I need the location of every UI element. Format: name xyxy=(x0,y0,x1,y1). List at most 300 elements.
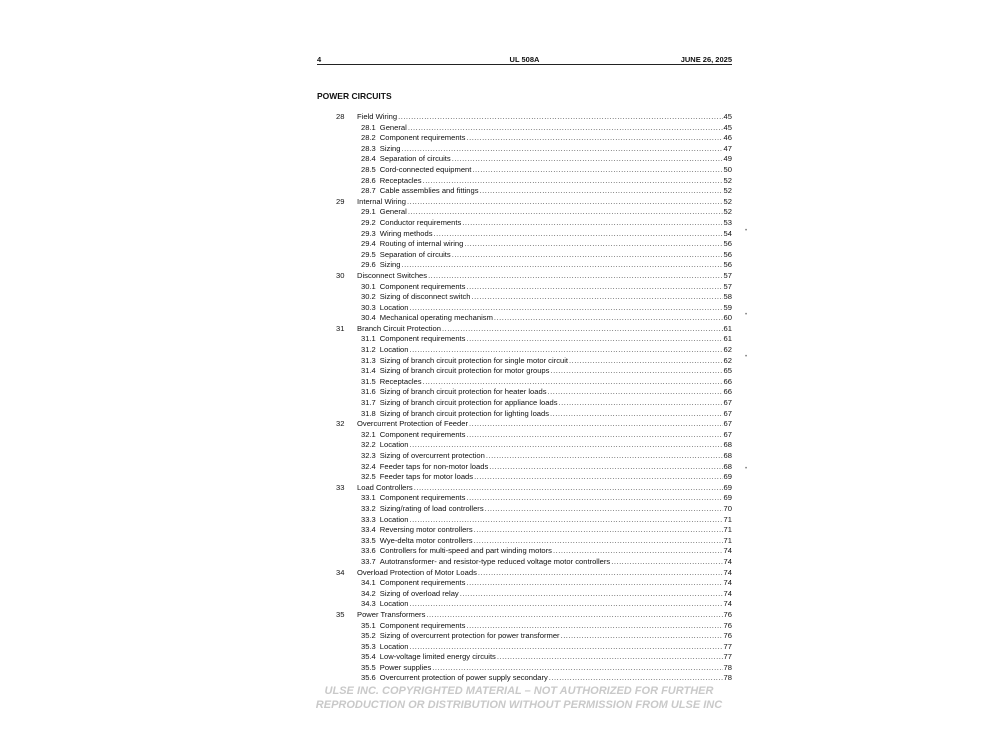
subsection-title: Wye-delta motor controllers xyxy=(379,535,473,545)
toc-subsection-row xyxy=(317,631,732,642)
subsection-title: Sizing of overcurrent protection for power transformer xyxy=(379,631,560,641)
subsection-title: Cord-connected equipment xyxy=(379,164,472,174)
chapter-title: Overcurrent Protection of Feeder xyxy=(357,419,469,429)
subsection-title: Feeder taps for motor loads xyxy=(379,472,474,482)
subsection-number: 31.3 xyxy=(361,355,376,365)
toc-subsection-row xyxy=(317,472,732,483)
page-ref: 76 xyxy=(723,631,732,641)
dot-leader xyxy=(548,387,723,398)
page-ref: 66 xyxy=(723,387,732,397)
page-ref: 74 xyxy=(723,567,732,577)
subsection-title: Component requirements xyxy=(379,620,466,630)
standard-name: UL 508A xyxy=(509,55,540,64)
subsection-number: 28.1 xyxy=(361,122,376,132)
subsection-label xyxy=(361,557,610,568)
margin-mark: • xyxy=(745,228,748,234)
toc-entry xyxy=(361,599,732,610)
subsection-number: 34.3 xyxy=(361,599,376,609)
toc-entry xyxy=(361,472,732,483)
page-ref: 49 xyxy=(723,154,732,164)
subsection-number: 30.4 xyxy=(361,313,376,323)
toc-subsection-row xyxy=(317,356,732,367)
subsection-label xyxy=(361,409,549,420)
subsection-title: Power supplies xyxy=(379,662,432,672)
page-ref: 53 xyxy=(723,217,732,227)
page-ref: 68 xyxy=(723,451,732,460)
subsection-label xyxy=(361,282,465,293)
toc-entry xyxy=(361,356,732,367)
page-ref: 45 xyxy=(723,112,732,121)
dot-leader xyxy=(561,631,723,642)
page-ref: 61 xyxy=(723,323,732,333)
subsection-number: 33.3 xyxy=(361,514,376,524)
subsection-title: Sizing of branch circuit protection for appliance loads xyxy=(379,398,558,408)
toc-entry xyxy=(361,578,732,589)
toc-subsection-row xyxy=(317,504,732,515)
toc-subsection-row xyxy=(317,578,732,589)
toc-subsection-row xyxy=(317,313,732,324)
subsection-number: 34.1 xyxy=(361,578,376,588)
toc-subsection-row xyxy=(317,165,732,176)
dot-leader xyxy=(460,589,723,600)
subsection-number: 32.1 xyxy=(361,429,376,439)
toc-entry xyxy=(361,536,732,547)
subsection-number: 29.2 xyxy=(361,217,376,227)
toc-entry xyxy=(357,324,732,335)
subsection-number: 31.5 xyxy=(361,376,376,386)
toc-entry xyxy=(357,112,732,123)
subsection-number: 29.6 xyxy=(361,260,376,270)
toc-subsection-row xyxy=(317,239,732,250)
subsection-label xyxy=(361,515,409,526)
subsection-title: Feeder taps for non-motor loads xyxy=(379,461,489,471)
page-ref: 68 xyxy=(723,461,732,471)
dot-leader xyxy=(472,292,723,303)
toc-subsection-row xyxy=(317,536,732,547)
subsection-number: 32.3 xyxy=(361,451,376,460)
dot-leader xyxy=(550,366,722,377)
page-ref: 70 xyxy=(723,503,732,513)
subsection-number: 33.1 xyxy=(361,493,376,503)
toc-entry xyxy=(361,462,732,473)
subsection-label xyxy=(361,165,471,176)
toc-entry xyxy=(361,642,732,653)
toc-entry xyxy=(361,229,732,240)
chapter-number: 32 xyxy=(336,419,345,429)
dot-leader xyxy=(466,430,722,441)
page-ref: 50 xyxy=(723,164,732,174)
toc-subsection-row xyxy=(317,673,732,684)
toc-subsection-row xyxy=(317,260,732,271)
subsection-label xyxy=(361,578,465,589)
page-ref: 74 xyxy=(723,556,732,566)
subsection-title: Sizing of branch circuit protection for lighting loads xyxy=(379,408,550,418)
dot-leader xyxy=(408,123,723,134)
subsection-title: Low-voltage limited energy circuits xyxy=(379,652,496,662)
page-ref: 59 xyxy=(723,302,732,312)
subsection-title: Sizing of disconnect switch xyxy=(379,292,471,302)
subsection-number: 33.7 xyxy=(361,556,376,566)
page-ref: 71 xyxy=(723,535,732,545)
subsection-title: Sizing xyxy=(379,260,401,270)
toc-entry xyxy=(361,546,732,557)
table-of-contents xyxy=(317,112,732,684)
toc-chapter-row xyxy=(317,419,732,430)
page-ref: 77 xyxy=(723,652,732,662)
subsection-number: 34.2 xyxy=(361,588,376,598)
toc-subsection-row xyxy=(317,589,732,600)
page-number: 4 xyxy=(317,55,322,64)
dot-leader xyxy=(410,599,723,610)
toc-entry xyxy=(361,504,732,515)
subsection-label xyxy=(361,472,473,483)
dot-leader xyxy=(410,642,723,653)
toc-entry xyxy=(357,610,732,621)
subsection-title: Component requirements xyxy=(379,133,466,143)
page-ref: 71 xyxy=(723,514,732,524)
subsection-number: 30.2 xyxy=(361,292,376,302)
toc-subsection-row xyxy=(317,430,732,441)
page-ref: 56 xyxy=(723,260,732,270)
dot-leader xyxy=(550,409,723,420)
toc-subsection-row xyxy=(317,621,732,632)
subsection-number: 32.2 xyxy=(361,440,376,450)
toc-entry xyxy=(361,366,732,377)
subsection-label xyxy=(361,621,465,632)
toc-subsection-row xyxy=(317,557,732,568)
toc-entry xyxy=(357,483,732,494)
page-ref: 46 xyxy=(723,133,732,143)
dot-leader xyxy=(423,176,723,187)
subsection-label xyxy=(361,186,479,197)
page-ref: 69 xyxy=(723,493,732,503)
toc-entry xyxy=(361,239,732,250)
subsection-title: Sizing/rating of load controllers xyxy=(379,503,484,513)
page-ref: 52 xyxy=(723,207,732,217)
toc-subsection-row xyxy=(317,462,732,473)
page-ref: 45 xyxy=(723,122,732,132)
subsection-label xyxy=(361,123,407,134)
subsection-number: 28.6 xyxy=(361,175,376,185)
subsection-label xyxy=(361,345,409,356)
subsection-number: 30.3 xyxy=(361,302,376,312)
subsection-number: 35.6 xyxy=(361,673,376,683)
toc-entry xyxy=(361,557,732,568)
chapter-number: 30 xyxy=(336,270,345,280)
chapter-title: Branch Circuit Protection xyxy=(357,323,441,333)
toc-subsection-row xyxy=(317,133,732,144)
subsection-label xyxy=(361,334,465,345)
toc-entry xyxy=(361,377,732,388)
toc-entry xyxy=(361,154,732,165)
dot-leader xyxy=(410,303,723,314)
subsection-title: Location xyxy=(379,302,409,312)
margin-mark: • xyxy=(745,354,748,360)
subsection-title: Mechanical operating mechanism xyxy=(379,313,493,323)
page-ref: 60 xyxy=(723,313,732,323)
dot-leader xyxy=(559,398,723,409)
toc-entry xyxy=(361,282,732,293)
subsection-number: 29.5 xyxy=(361,249,376,259)
dot-leader xyxy=(462,218,722,229)
dot-leader xyxy=(398,112,722,123)
page-ref: 77 xyxy=(723,641,732,651)
dot-leader xyxy=(474,536,723,547)
toc-subsection-row xyxy=(317,387,732,398)
subsection-label xyxy=(361,493,465,504)
toc-entry xyxy=(361,313,732,324)
toc-subsection-row xyxy=(317,334,732,345)
toc-chapter-row xyxy=(317,197,732,208)
toc-entry xyxy=(361,398,732,409)
subsection-number: 35.5 xyxy=(361,662,376,672)
subsection-title: Sizing of overcurrent protection xyxy=(379,451,485,460)
toc-entry xyxy=(361,663,732,674)
subsection-label xyxy=(361,398,558,409)
chapter-number: 31 xyxy=(336,323,345,333)
toc-entry xyxy=(361,515,732,526)
subsection-label xyxy=(361,176,422,187)
toc-subsection-row xyxy=(317,123,732,134)
subsection-title: Wiring methods xyxy=(379,228,433,238)
running-header xyxy=(317,55,732,64)
dot-leader xyxy=(497,652,723,663)
dot-leader xyxy=(407,197,723,208)
subsection-title: Autotransformer- and resistor-type reduced voltage motor controllers xyxy=(379,556,611,566)
subsection-title: Location xyxy=(379,440,409,450)
dot-leader xyxy=(472,165,722,176)
subsection-title: Receptacles xyxy=(379,376,422,386)
page-ref: 74 xyxy=(723,599,732,609)
subsection-number: 31.2 xyxy=(361,345,376,355)
toc-entry xyxy=(361,493,732,504)
dot-leader xyxy=(469,419,723,430)
dot-leader xyxy=(410,345,723,356)
subsection-title: Component requirements xyxy=(379,429,466,439)
page-ref: 69 xyxy=(723,472,732,482)
dot-leader xyxy=(466,578,722,589)
subsection-title: Component requirements xyxy=(379,334,466,344)
toc-subsection-row xyxy=(317,409,732,420)
watermark-line-2: REPRODUCTION OR DISTRIBUTION WITHOUT PERMISSION FROM ULSE INC xyxy=(315,699,723,711)
toc-entry xyxy=(361,430,732,441)
dot-leader xyxy=(401,260,722,271)
toc-entry xyxy=(361,144,732,155)
subsection-title: Sizing of overload relay xyxy=(379,588,459,598)
toc-entry xyxy=(361,631,732,642)
subsection-label xyxy=(361,589,459,600)
subsection-label xyxy=(361,144,400,155)
subsection-number: 33.2 xyxy=(361,503,376,513)
margin-mark: • xyxy=(745,312,748,318)
dot-leader xyxy=(442,324,723,335)
toc-entry xyxy=(361,451,732,462)
dot-leader xyxy=(553,546,723,557)
dot-leader xyxy=(480,186,723,197)
subsection-number: 29.3 xyxy=(361,228,376,238)
subsection-title: Component requirements xyxy=(379,281,466,291)
dot-leader xyxy=(423,377,723,388)
chapter-title: Load Controllers xyxy=(357,482,413,492)
dot-leader xyxy=(466,133,722,144)
toc-subsection-row xyxy=(317,366,732,377)
toc-subsection-row xyxy=(317,515,732,526)
subsection-label xyxy=(361,631,560,642)
toc-entry xyxy=(361,186,732,197)
page-ref: 71 xyxy=(723,525,732,535)
chapter-title: Field Wiring xyxy=(357,112,398,121)
subsection-title: Component requirements xyxy=(379,578,466,588)
subsection-number: 31.6 xyxy=(361,387,376,397)
dot-leader xyxy=(466,282,722,293)
page-ref: 47 xyxy=(723,143,732,153)
subsection-number: 29.4 xyxy=(361,239,376,249)
dot-leader xyxy=(478,568,723,579)
toc-entry xyxy=(361,387,732,398)
subsection-number: 35.3 xyxy=(361,641,376,651)
page-ref: 52 xyxy=(723,186,732,196)
toc-entry xyxy=(357,419,732,430)
toc-subsection-row xyxy=(317,144,732,155)
toc-entry xyxy=(361,409,732,420)
page-ref: 67 xyxy=(723,408,732,418)
dot-leader xyxy=(428,271,722,282)
header-rule xyxy=(317,64,732,65)
toc-subsection-row xyxy=(317,642,732,653)
page-ref: 74 xyxy=(723,578,732,588)
page-ref: 78 xyxy=(723,673,732,683)
subsection-label xyxy=(361,239,463,250)
toc-entry xyxy=(361,345,732,356)
chapter-number: 28 xyxy=(336,112,345,121)
subsection-title: Reversing motor controllers xyxy=(379,525,473,535)
toc-entry xyxy=(357,271,732,282)
subsection-label xyxy=(361,377,422,388)
subsection-title: Controllers for multi-speed and part winding motors xyxy=(379,546,552,556)
toc-subsection-row xyxy=(317,652,732,663)
subsection-label xyxy=(361,462,488,473)
subsection-label xyxy=(361,207,407,218)
subsection-title: Conductor requirements xyxy=(379,217,462,227)
subsection-number: 33.6 xyxy=(361,546,376,556)
toc-entry xyxy=(361,440,732,451)
subsection-number: 35.2 xyxy=(361,631,376,641)
toc-chapter-row xyxy=(317,483,732,494)
page-ref: 74 xyxy=(723,546,732,556)
dot-leader xyxy=(485,504,723,515)
dot-leader xyxy=(489,462,722,473)
subsection-label xyxy=(361,642,409,653)
subsection-label xyxy=(361,663,431,674)
toc-subsection-row xyxy=(317,440,732,451)
subsection-title: Separation of circuits xyxy=(379,154,451,164)
toc-subsection-row xyxy=(317,154,732,165)
subsection-number: 31.4 xyxy=(361,366,376,376)
dot-leader xyxy=(474,472,722,483)
toc-subsection-row xyxy=(317,229,732,240)
subsection-label xyxy=(361,154,451,165)
toc-subsection-row xyxy=(317,525,732,536)
dot-leader xyxy=(410,515,723,526)
subsection-label xyxy=(361,451,485,462)
page-ref: 58 xyxy=(723,292,732,302)
toc-entry xyxy=(361,165,732,176)
subsection-label xyxy=(361,313,493,324)
header-date: JUNE 26, 2025 xyxy=(680,55,732,64)
page-ref: 52 xyxy=(723,196,732,206)
dot-leader xyxy=(474,525,723,536)
subsection-number: 32.5 xyxy=(361,472,376,482)
page-ref: 52 xyxy=(723,175,732,185)
toc-subsection-row xyxy=(317,345,732,356)
dot-leader xyxy=(486,451,723,462)
toc-entry xyxy=(361,303,732,314)
page-ref: 67 xyxy=(723,429,732,439)
subsection-title: Sizing of branch circuit protection for heater loads xyxy=(379,387,547,397)
page-ref: 62 xyxy=(723,355,732,365)
subsection-title: Location xyxy=(379,514,409,524)
chapter-title: Overload Protection of Motor Loads xyxy=(357,567,477,577)
toc-subsection-row xyxy=(317,176,732,187)
subsection-title: Overcurrent protection of power supply secondary xyxy=(379,673,548,683)
page-ref: 76 xyxy=(723,609,732,619)
subsection-title: Location xyxy=(379,641,409,651)
toc-chapter-row xyxy=(317,610,732,621)
toc-subsection-row xyxy=(317,599,732,610)
dot-leader xyxy=(466,334,722,345)
chapter-number: 35 xyxy=(336,609,345,619)
page-ref: 54 xyxy=(723,228,732,238)
margin-mark: • xyxy=(745,466,748,472)
toc-subsection-row xyxy=(317,282,732,293)
toc-entry xyxy=(357,197,732,208)
subsection-title: General xyxy=(379,207,407,217)
toc-entry xyxy=(361,260,732,271)
page-ref: 68 xyxy=(723,440,732,450)
chapter-number: 29 xyxy=(336,196,345,206)
subsection-title: Separation of circuits xyxy=(379,249,451,259)
subsection-label xyxy=(361,440,409,451)
toc-entry xyxy=(361,621,732,632)
page-ref: 61 xyxy=(723,334,732,344)
page-ref: 67 xyxy=(723,419,732,429)
dot-leader xyxy=(611,557,722,568)
toc-subsection-row xyxy=(317,186,732,197)
toc-entry xyxy=(361,133,732,144)
chapter-number: 33 xyxy=(336,482,345,492)
toc-subsection-row xyxy=(317,493,732,504)
subsection-label xyxy=(361,546,552,557)
toc-subsection-row xyxy=(317,250,732,261)
subsection-label xyxy=(361,673,548,684)
subsection-title: Routing of internal wiring xyxy=(379,239,464,249)
chapter-title: Internal Wiring xyxy=(357,196,406,206)
dot-leader xyxy=(432,663,722,674)
subsection-label xyxy=(361,366,549,377)
dot-leader xyxy=(401,144,722,155)
dot-leader xyxy=(569,356,723,367)
toc-chapter-row xyxy=(317,112,732,123)
subsection-number: 32.4 xyxy=(361,461,376,471)
dot-leader xyxy=(426,610,722,621)
page-ref: 66 xyxy=(723,376,732,386)
page-ref: 76 xyxy=(723,620,732,630)
toc-subsection-row xyxy=(317,377,732,388)
subsection-number: 30.1 xyxy=(361,281,376,291)
dot-leader xyxy=(408,207,723,218)
dot-leader xyxy=(464,239,722,250)
subsection-label xyxy=(361,430,465,441)
